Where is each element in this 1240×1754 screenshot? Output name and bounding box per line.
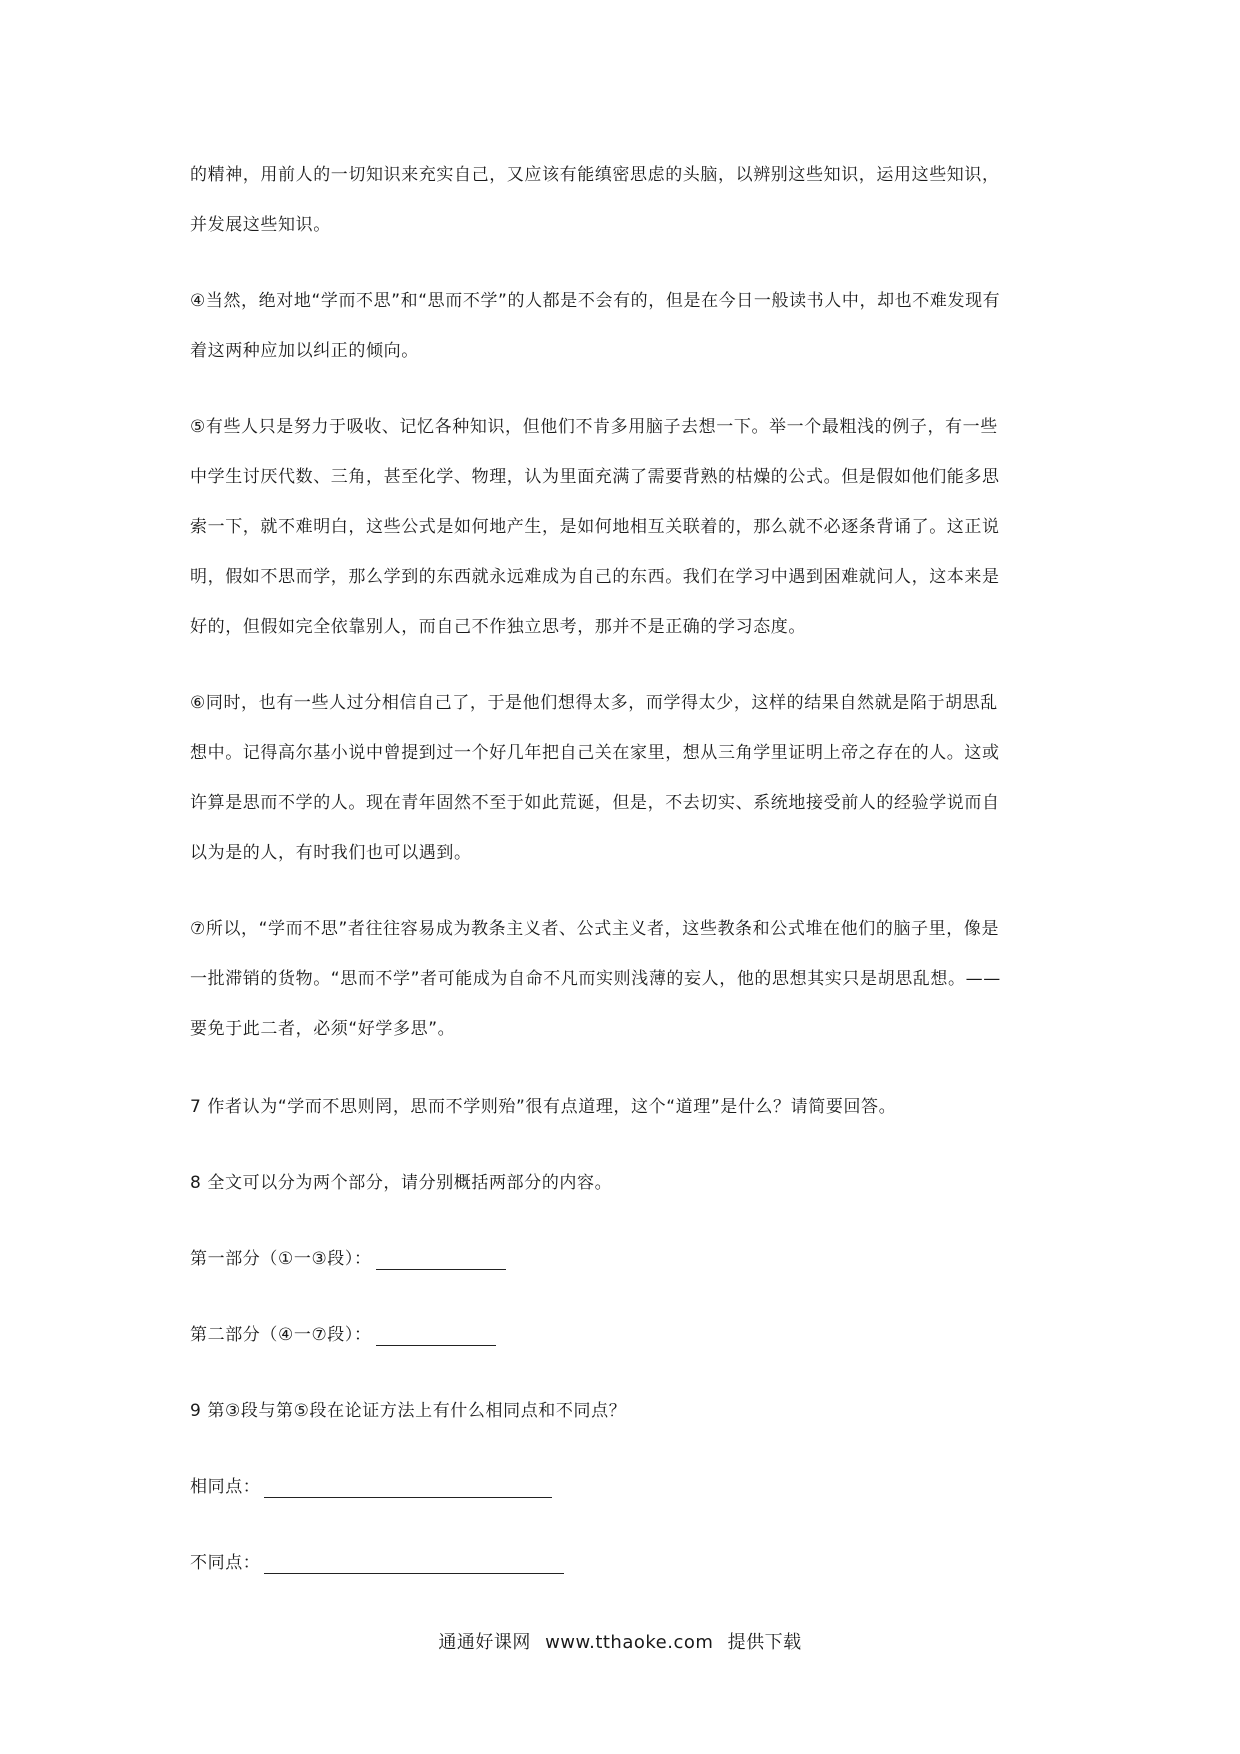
footer-site-name: 通通好课网 xyxy=(438,1632,531,1653)
question-9-diff-row xyxy=(190,1552,564,1574)
footer-url[interactable]: www.tthaoke.com xyxy=(545,1632,714,1653)
question-9-same-answer-blank[interactable] xyxy=(264,1479,552,1498)
paragraph-6-line-2: 想中。记得高尔基小说中曾提到过一个好几年把自己关在家里，想从三角学里证明上帝之存在的人。这或 xyxy=(190,743,1000,763)
question-8-part-2-label: 第二部分（④一⑦段）： xyxy=(190,1325,372,1345)
paragraph-6-line-3: 许算是思而不学的人。现在青年固然不至于如此荒诞，但是，不去切实、系统地接受前人的经验学说而自 xyxy=(190,793,1000,813)
paragraph-7-line-1: ⑦所以，“学而不思”者往往容易成为教条主义者、公式主义者，这些教条和公式堆在他们的脑子里，像是 xyxy=(190,919,1000,939)
page-footer xyxy=(0,1628,1240,1654)
paragraph-5-line-5: 好的，但假如完全依靠别人，而自己不作独立思考，那并不是正确的学习态度。 xyxy=(190,617,806,637)
question-8-part-1-row xyxy=(190,1248,506,1270)
question-8: 8 全文可以分为两个部分，请分别概括两部分的内容。 xyxy=(190,1173,613,1193)
question-8-part-1-label: 第一部分（①一③段）： xyxy=(190,1249,372,1269)
question-7: 7 作者认为“学而不思则罔，思而不学则殆”很有点道理，这个“道理”是什么？请简要回答。 xyxy=(190,1097,897,1117)
footer-action: 提供下载 xyxy=(727,1632,802,1653)
paragraph-5-line-3: 索一下，就不难明白，这些公式是如何地产生，是如何地相互关联着的，那么就不必逐条背诵了。这正说 xyxy=(190,517,1000,537)
paragraph-3-line-1: 的精神，用前人的一切知识来充实自己，又应该有能缜密思虑的头脑，以辨别这些知识，运用这些知识， xyxy=(190,165,1000,185)
question-9: 9 第③段与第⑤段在论证方法上有什么相同点和不同点？ xyxy=(190,1401,627,1421)
question-9-diff-label: 不同点： xyxy=(190,1553,261,1573)
question-8-part-2-row xyxy=(190,1324,496,1346)
paragraph-6-line-4: 以为是的人，有时我们也可以遇到。 xyxy=(190,843,472,863)
paragraph-5-line-4: 明，假如不思而学，那么学到的东西就永远难成为自己的东西。我们在学习中遇到困难就问人，这本来是 xyxy=(190,567,1000,587)
question-9-diff-answer-blank[interactable] xyxy=(264,1555,564,1574)
question-8-part-1-answer-blank[interactable] xyxy=(376,1251,506,1270)
question-9-same-row xyxy=(190,1476,552,1498)
paragraph-6-line-1: ⑥同时，也有一些人过分相信自己了，于是他们想得太多，而学得太少，这样的结果自然就是陷于胡思乱 xyxy=(190,693,998,713)
paragraph-5-line-2: 中学生讨厌代数、三角，甚至化学、物理，认为里面充满了需要背熟的枯燥的公式。但是假如他们能多思 xyxy=(190,467,1000,487)
paragraph-7-line-3: 要免于此二者，必须“好学多思”。 xyxy=(190,1019,456,1039)
paragraph-5-line-1: ⑤有些人只是努力于吸收、记忆各种知识，但他们不肯多用脑子去想一下。举一个最粗浅的例子，有一些 xyxy=(190,417,998,437)
paragraph-4-line-1: ④当然，绝对地“学而不思”和“思而不学”的人都是不会有的，但是在今日一般读书人中，却也不难发现有 xyxy=(190,291,1001,311)
paragraph-4-line-2: 着这两种应加以纠正的倾向。 xyxy=(190,341,419,361)
paragraph-7-line-2: 一批滞销的货物。“思而不学”者可能成为自命不凡而实则浅薄的妄人，他的思想其实只是胡思乱想。—— xyxy=(190,969,1001,989)
question-9-same-label: 相同点： xyxy=(190,1477,261,1497)
paragraph-3-line-2: 并发展这些知识。 xyxy=(190,215,331,235)
question-8-part-2-answer-blank[interactable] xyxy=(376,1327,496,1346)
